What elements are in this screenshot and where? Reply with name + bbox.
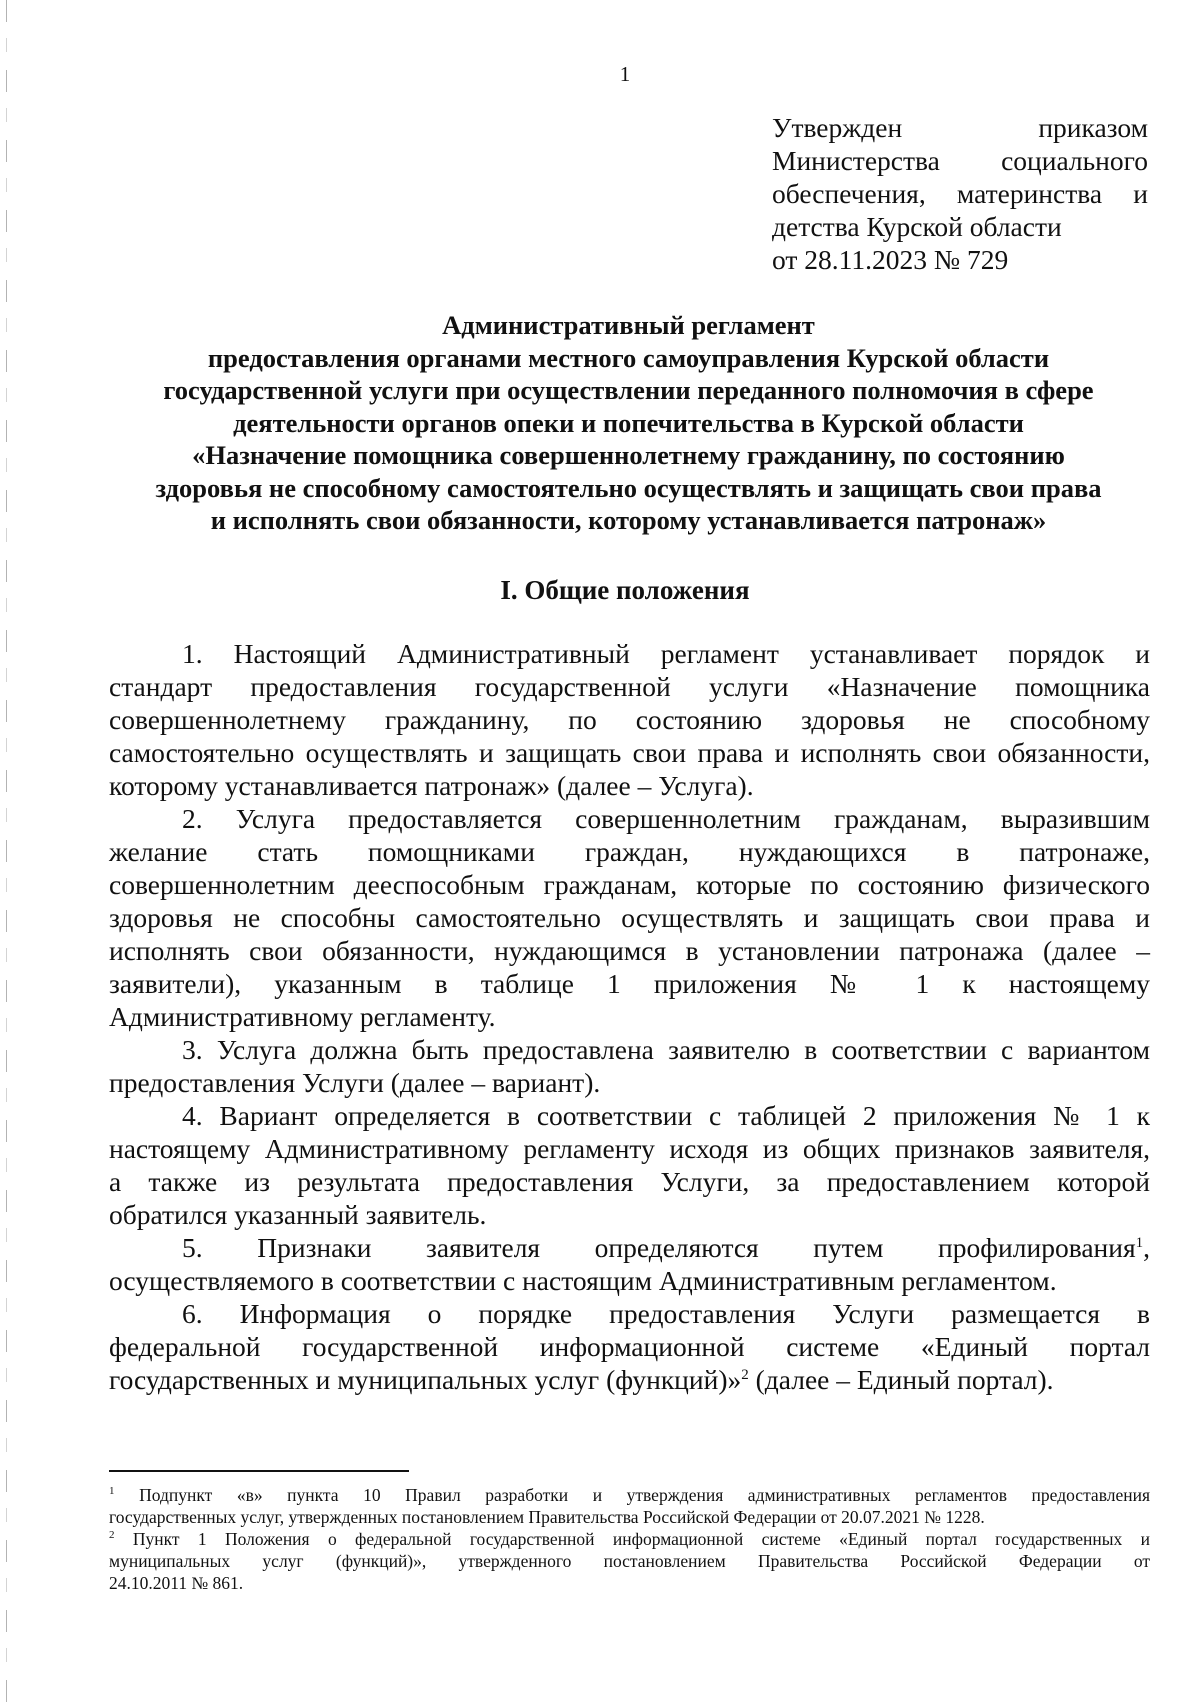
body-line: Административному регламенту. <box>109 1001 496 1032</box>
body-line-with-footnote-1 <box>109 1231 1150 1264</box>
body-line: 3. Услуга должна быть предоставлена заявителю в соответствии с вариантом <box>182 1034 1150 1065</box>
body-text <box>109 637 1150 1396</box>
body-line: совершеннолетнему гражданину, по состоянию здоровья не способному <box>109 704 1150 735</box>
page-number: 1 <box>619 62 631 86</box>
footnote-1-text: Подпункт «в» пункта 10 Правил разработки и утверждения административных регламентов предоставления <box>139 1485 1151 1505</box>
body-line-text: 5. Признаки заявителя определяются путем профилирования <box>182 1232 1136 1263</box>
document-title <box>106 309 1151 537</box>
footnote-2-line-1 <box>109 1528 1150 1550</box>
body-line-text: государственных и муниципальных услуг (функций)» <box>109 1364 742 1395</box>
footnote-ref-1-comma: , <box>1143 1232 1150 1263</box>
title-line-4: деятельности органов опеки и попечительства в Курской области <box>233 407 1024 438</box>
body-line: 2. Услуга предоставляется совершеннолетним гражданам, выразившим <box>182 803 1150 834</box>
body-line: обратился указанный заявитель. <box>109 1199 487 1230</box>
approval-line-3: обеспечения, материнства и <box>772 178 1148 209</box>
body-line: осуществляемого в соответствии с настоящим Административным регламентом. <box>109 1265 1057 1296</box>
body-line: которому устанавливается патронаж» (далее – Услуга). <box>109 770 754 801</box>
footnote-2-line-3: 24.10.2011 № 861. <box>109 1573 244 1593</box>
footnote-1-mark: 1 <box>109 1485 115 1498</box>
body-line: 6. Информация о порядке предоставления Услуги размещается в <box>182 1298 1150 1329</box>
body-line: предоставления Услуги (далее – вариант). <box>109 1067 601 1098</box>
body-line: желание стать помощниками граждан, нуждающихся в патронаже, <box>109 836 1150 867</box>
body-line-with-footnote-2 <box>109 1363 1150 1396</box>
body-line: заявители), указанным в таблице 1 приложения № 1 к настоящему <box>109 968 1150 999</box>
title-line-2: предоставления органами местного самоуправления Курской области <box>207 342 1050 373</box>
footnotes <box>109 1484 1150 1594</box>
approval-line-2: Министерства социального <box>772 145 1148 176</box>
section-heading: I. Общие положения <box>500 575 750 605</box>
footnote-separator <box>109 1470 409 1472</box>
body-line: а также из результата предоставления Услуги, за предоставлением которой <box>109 1166 1150 1197</box>
body-line: федеральной государственной информационной системе «Единый портал <box>109 1331 1150 1362</box>
title-line-5: «Назначение помощника совершеннолетнему гражданину, по состоянию <box>192 440 1065 470</box>
approval-line-1 <box>772 111 1148 144</box>
title-line-6: здоровья не способному самостоятельно осуществлять и защищать свои права <box>155 472 1102 503</box>
approval-block <box>772 111 1148 276</box>
body-line: исполнять свои обязанности, нуждающимся в установлении патронажа (далее – <box>109 935 1150 966</box>
title-line-7: и исполнять свои обязанности, которому устанавливается патронаж» <box>210 505 1047 535</box>
footnote-ref-1: 1 <box>1135 1234 1144 1251</box>
title-line-1: Административный регламент <box>442 310 815 340</box>
body-line: стандарт предоставления государственной услуги «Назначение помощника <box>109 671 1150 702</box>
title-line-3: государственной услуги при осуществлении переданного полномочия в сфере <box>163 375 1094 405</box>
footnote-1-line-1 <box>109 1484 1150 1506</box>
body-line: самостоятельно осуществлять и защищать свои права и исполнять свои обязанности, <box>109 737 1150 768</box>
approval-line-5: от 28.11.2023 № 729 <box>772 244 1009 275</box>
body-line: здоровья не способны самостоятельно осуществлять и защищать свои права и <box>109 902 1150 933</box>
body-line: настоящему Административному регламенту исходя из общих признаков заявителя, <box>109 1133 1150 1164</box>
approval-line-1-right: приказом <box>1038 112 1148 143</box>
footnote-2-mark: 2 <box>109 1529 115 1542</box>
scan-edge-shadow <box>6 0 7 1706</box>
body-line: совершеннолетним дееспособным гражданам, которые по состоянию физического <box>109 869 1150 900</box>
footnote-ref-2: 2 <box>741 1366 749 1383</box>
footnote-1-line-2: государственных услуг, утвержденных постановлением Правительства Российской Федерации от 20.07.2021 № 1228. <box>109 1507 985 1527</box>
body-line: 1. Настоящий Административный регламент устанавливает порядок и <box>182 638 1150 669</box>
body-line-tail: (далее – Единый портал). <box>755 1364 1054 1395</box>
body-line: 4. Вариант определяется в соответствии с таблицей 2 приложения № 1 к <box>182 1100 1150 1131</box>
footnote-2-line-2: муниципальных услуг (функций)», утвержденного постановлением Правительства Российской Федерации от <box>109 1551 1150 1571</box>
footnote-2-text: Пункт 1 Положения о федеральной государственной информационной системе «Единый портал государственных и <box>132 1529 1150 1549</box>
approval-line-1-left: Утвержден <box>772 112 903 143</box>
approval-line-4: детства Курской области <box>772 211 1062 242</box>
